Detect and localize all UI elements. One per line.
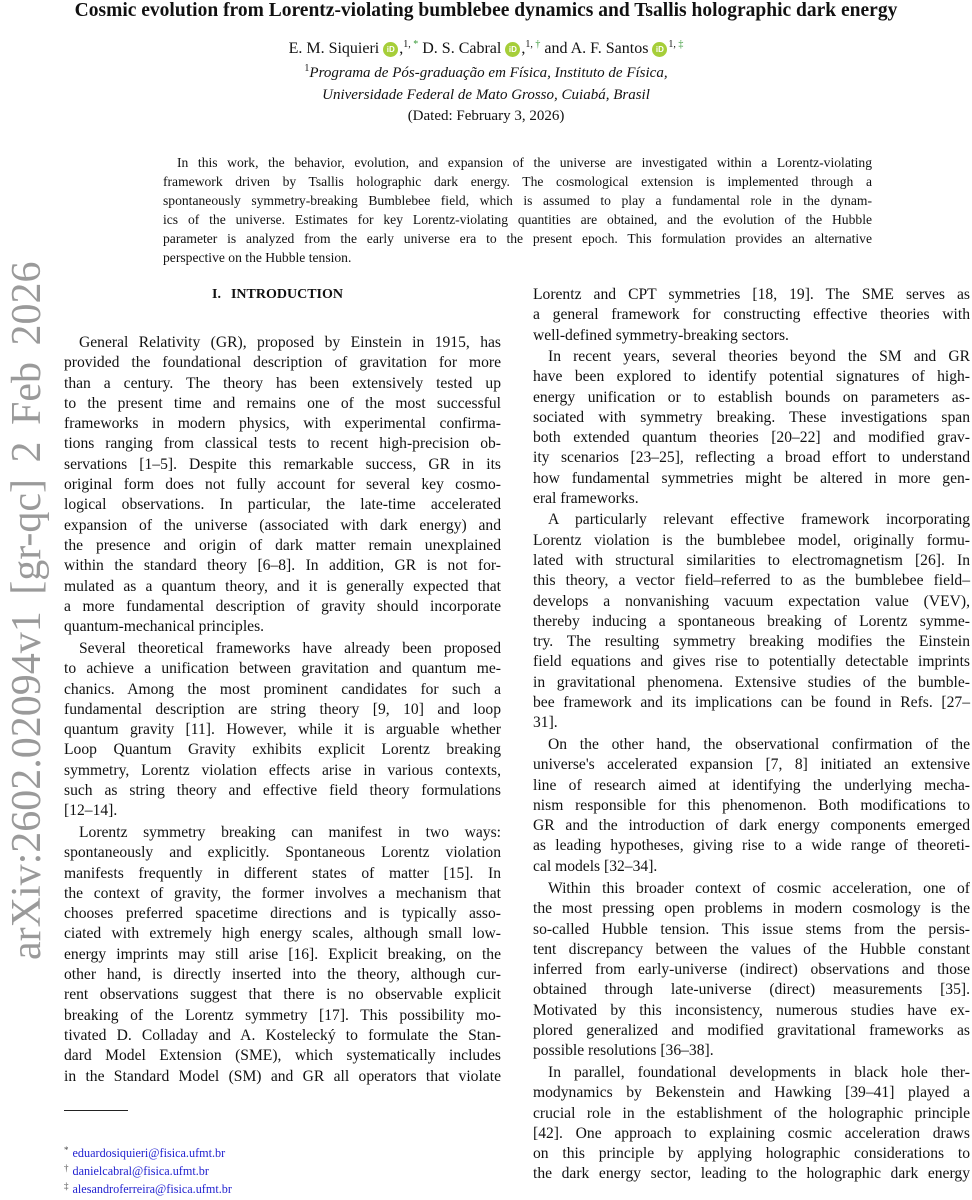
body-paragraph bbox=[533, 285, 970, 346]
footnote bbox=[64, 1177, 232, 1198]
text-line: fundamental description are string theory [9, 10] and loop bbox=[64, 700, 501, 718]
text-line: frameworks in modern physics, with experimental confirma- bbox=[64, 415, 501, 433]
text-line: in the Standard Model (SM) and GR all operators that violate bbox=[64, 1067, 501, 1085]
affiliation-marker: 1, bbox=[403, 39, 411, 50]
text-line: modynamics by Bekenstein and Hawking [39–41] played a bbox=[533, 1084, 970, 1102]
affiliation-line-1 bbox=[0, 63, 972, 84]
text-line: obtained through late-universe (direct) measurements [35]. bbox=[533, 981, 970, 999]
text-line: ity scenarios [23–25], reflecting a broad effort to understand bbox=[533, 449, 970, 467]
abstract bbox=[163, 153, 872, 268]
text-line: tent discrepancy between the values of the Hubble constant bbox=[533, 940, 970, 958]
text-line: within the standard theory [6–8]. In addition, GR is not for- bbox=[64, 557, 501, 575]
text-line: develops a nonvanishing vacuum expectation value (VEV), bbox=[533, 592, 970, 610]
text-line: have been explored to identify potential signatures of high- bbox=[533, 368, 970, 386]
text-line: GR and the introduction of dark energy components emerged bbox=[533, 817, 970, 835]
text-line: nism responsible for this phenomenon. Both modifications to bbox=[533, 796, 970, 814]
text-line: Lorentz violation is the bumblebee model, originally formu- bbox=[533, 531, 970, 549]
orcid-icon[interactable]: iD bbox=[652, 42, 667, 57]
body-paragraph bbox=[533, 1063, 970, 1185]
body-paragraph bbox=[64, 333, 501, 637]
paper-title: Cosmic evolution from Lorentz-violating bumblebee dynamics and Tsallis holographic dark energy bbox=[74, 0, 898, 21]
text-line: expansion of the universe (associated with dark energy) and bbox=[64, 516, 501, 534]
abstract-line: ics of the universe. Estimates for key Lorentz-violating quantities are obtained, and the evolution of the Hubble bbox=[163, 212, 872, 228]
text-line: a more fundamental description of gravity should incorporate bbox=[64, 597, 501, 615]
text-line: the dark energy sector, leading to the holographic dark energy bbox=[533, 1165, 970, 1183]
text-line: General Relativity (GR), proposed by Einstein in 1915, has bbox=[79, 334, 501, 351]
body-paragraph bbox=[64, 639, 501, 822]
affiliation-number: 1 bbox=[304, 63, 310, 74]
text-line: Motivated by this inconsistency, numerous studies have ex- bbox=[533, 1001, 970, 1019]
text-line: a general framework for constructing effective theories with bbox=[533, 306, 970, 324]
text-line: how fundamental symmetries might be altered in more gen- bbox=[533, 469, 970, 487]
text-line: chooses preferred spacetime directions and is typically asso- bbox=[64, 905, 501, 923]
text-line: chanics. Among the most prominent candidates for such a bbox=[64, 680, 501, 698]
text-line: well-defined symmetry-breaking sectors. bbox=[533, 326, 789, 344]
text-line: in gravitational phenomena. Extensive studies of the bumble- bbox=[533, 673, 970, 691]
text-line: such as string theory and effective field theory formulations bbox=[64, 782, 501, 800]
footnote-marker[interactable]: * bbox=[413, 39, 419, 50]
text-line: to the present time and remains one of the most successful bbox=[64, 394, 501, 412]
text-line: energy unification or to establish bounds on parameters as- bbox=[533, 388, 970, 406]
text-line: [12–14]. bbox=[64, 802, 118, 820]
text-line: the most pressing open problems in modern cosmology is the bbox=[533, 900, 970, 918]
text-line: eral frameworks. bbox=[533, 490, 639, 508]
abstract-line: spontaneously symmetry-breaking Bumblebee field, which is assumed to play a fundamental role in the dynam- bbox=[163, 193, 872, 209]
body-paragraph bbox=[533, 347, 970, 509]
footnote-divider bbox=[64, 1110, 128, 1111]
text-line: to achieve a unification between gravitation and quantum me- bbox=[64, 660, 501, 678]
footnote-marker[interactable]: ‡ bbox=[678, 39, 684, 50]
footnote-mark: ‡ bbox=[64, 1181, 69, 1191]
text-line: plored generalized and modified gravitational frameworks as bbox=[533, 1022, 970, 1040]
affiliation-marker: 1, bbox=[525, 39, 533, 50]
text-line: Lorentz symmetry breaking can manifest in two ways: bbox=[79, 824, 501, 841]
text-line: On the other hand, the observational confirmation of the bbox=[548, 736, 970, 753]
email-link[interactable]: danielcabral@fisica.ufmt.br bbox=[72, 1164, 209, 1178]
abstract-line: perspective on the Hubble tension. bbox=[163, 250, 352, 266]
text-line: quantum gravity [11]. However, while it is arguable whether bbox=[64, 721, 501, 739]
body-paragraph bbox=[64, 823, 501, 1087]
text-line: thereby inducing a spontaneous breaking of Lorentz symme- bbox=[533, 612, 970, 630]
text-line: Within this broader context of cosmic acceleration, one of bbox=[548, 880, 970, 897]
affiliation-text: Programa de Pós-graduação em Física, Instituto de Física, bbox=[309, 65, 668, 81]
text-line: try. The resulting symmetry breaking modifies the Einstein bbox=[533, 633, 970, 651]
footnote-marker[interactable]: † bbox=[535, 39, 541, 50]
author-name: A. F. Santos bbox=[570, 40, 649, 57]
orcid-icon[interactable]: iD bbox=[505, 42, 520, 57]
abstract-line: In this work, the behavior, evolution, and expansion of the universe are investigated within a Lorentz-violating bbox=[177, 155, 872, 170]
text-line: 31]. bbox=[533, 714, 558, 732]
text-line: possible resolutions [36–38]. bbox=[533, 1042, 714, 1060]
text-line: both extended quantum theories [20–22] and modified grav- bbox=[533, 429, 970, 447]
affiliation-line-2: Universidade Federal de Mato Grosso, Cuiabá, Brasil bbox=[322, 87, 650, 103]
abstract-line: framework driven by Tsallis holographic dark energy. The cosmological extension is implemented through a bbox=[163, 174, 872, 190]
text-line: A particularly relevant effective framework incorporating bbox=[548, 511, 970, 529]
text-line: cal models [32–34]. bbox=[533, 857, 658, 875]
text-line: spontaneously and explicitly. Spontaneous Lorentz violation bbox=[64, 844, 501, 862]
text-line: Lorentz and CPT symmetries [18, 19]. The SME serves as bbox=[533, 286, 970, 303]
text-line: universe's accelerated expansion [7, 8] initiated an extensive bbox=[533, 756, 970, 774]
text-line: tions ranging from classical tests to recent high-precision ob- bbox=[64, 435, 501, 453]
text-line: mulated as a quantum theory, and it is generally expected that bbox=[64, 577, 501, 595]
and-word: and bbox=[544, 40, 568, 57]
text-line: on this principle by applying holographic considerations to bbox=[533, 1145, 970, 1163]
orcid-icon[interactable]: iD bbox=[383, 42, 398, 57]
text-line: quantum-mechanical principles. bbox=[64, 618, 265, 636]
text-line: dard Model Extension (SME), which systematically includes bbox=[64, 1047, 501, 1065]
text-line: original form does not fully account for several key cosmo- bbox=[64, 476, 501, 494]
text-line: sociated with symmetry breaking. These investigations span bbox=[533, 408, 970, 426]
text-line: than a century. The theory has been extensively tested up bbox=[64, 374, 501, 392]
separator: , bbox=[521, 40, 526, 57]
text-line: line of research aimed at identifying the underlying mecha- bbox=[533, 776, 970, 794]
section-heading bbox=[64, 284, 501, 306]
text-line: [42]. One approach to explaining cosmic acceleration draws bbox=[533, 1124, 970, 1142]
text-line: rent observations suggest that there is no observable explicit bbox=[64, 986, 501, 1004]
text-line: In parallel, foundational developments in black hole ther- bbox=[548, 1064, 970, 1081]
text-line: provided the foundational description of gravitation for more bbox=[64, 354, 501, 372]
text-line: ciated with extremely high energy scales, although small low- bbox=[64, 925, 501, 943]
author-name: E. M. Siquieri bbox=[288, 40, 380, 57]
text-line: In recent years, several theories beyond the SM and GR bbox=[548, 348, 970, 365]
text-line: Loop Quantum Gravity exhibits explicit Lorentz breaking bbox=[64, 741, 501, 759]
text-line: crucial role in the establishment of the holographic principle bbox=[533, 1104, 970, 1122]
body-paragraph bbox=[533, 879, 970, 1062]
text-line: lated with structural similarities to electromagnetism [26]. In bbox=[533, 551, 970, 569]
email-link[interactable]: alesandroferreira@fisica.ufmt.br bbox=[72, 1182, 232, 1196]
text-line: this theory, a vector field–referred to as the bumblebee field– bbox=[533, 572, 970, 590]
text-line: inferred from early-universe (indirect) observations and those bbox=[533, 961, 970, 979]
text-line: field equations and gives rise to potentially detectable imprints bbox=[533, 653, 970, 671]
section-number: I. bbox=[212, 287, 221, 302]
text-line: the presence and origin of dark matter remain unexplained bbox=[64, 536, 501, 554]
text-line: the context of gravity, the former involves a mechanism that bbox=[64, 884, 501, 902]
text-line: tivated D. Colladay and A. Kostelecký to formulate the Stan- bbox=[64, 1026, 501, 1044]
text-line: logical observations. In particular, the late-time accelerated bbox=[64, 496, 501, 514]
affiliation-marker: 1, bbox=[668, 39, 676, 50]
footnote-mark: † bbox=[64, 1163, 69, 1173]
body-paragraph bbox=[533, 735, 970, 877]
text-line: so-called Hubble tension. This issue stems from the persis- bbox=[533, 920, 970, 938]
date-line: (Dated: February 3, 2026) bbox=[407, 108, 565, 124]
author-name: D. S. Cabral bbox=[422, 40, 502, 57]
text-line: Several theoretical frameworks have already been proposed bbox=[79, 640, 501, 657]
abstract-line: parameter is analyzed from the early universe era to the present epoch. This formulation provides an alternative bbox=[163, 231, 872, 247]
text-line: breaking of the Lorentz symmetry [17]. This possibility mo- bbox=[64, 1006, 501, 1024]
text-line: servations [1–5]. Despite this remarkable success, GR in its bbox=[64, 455, 501, 473]
text-line: energy imprints may still arise [16]. Explicit breaking, on the bbox=[64, 945, 501, 963]
text-line: other hand, is directly inserted into the theory, although cur- bbox=[64, 966, 501, 984]
text-line: symmetry, Lorentz violation effects arise in various contexts, bbox=[64, 761, 501, 779]
body-paragraph bbox=[533, 510, 970, 733]
email-link[interactable]: eduardosiquieri@fisica.ufmt.br bbox=[72, 1146, 226, 1160]
text-line: as leading hypotheses, giving rise to a wide range of theoreti- bbox=[533, 837, 970, 855]
footnote-mark: * bbox=[64, 1145, 69, 1155]
text-line: manifests frequently in different states of matter [15]. In bbox=[64, 864, 501, 882]
author-list bbox=[0, 38, 972, 60]
separator: , bbox=[399, 40, 404, 57]
arxiv-identifier-stamp: arXiv:2602.02094v1 [gr-qc] 2 Feb 2026 bbox=[4, 261, 50, 960]
text-line: bee framework and its implications can be found in Refs. [27– bbox=[533, 694, 970, 712]
section-title: INTRODUCTION bbox=[230, 287, 343, 302]
